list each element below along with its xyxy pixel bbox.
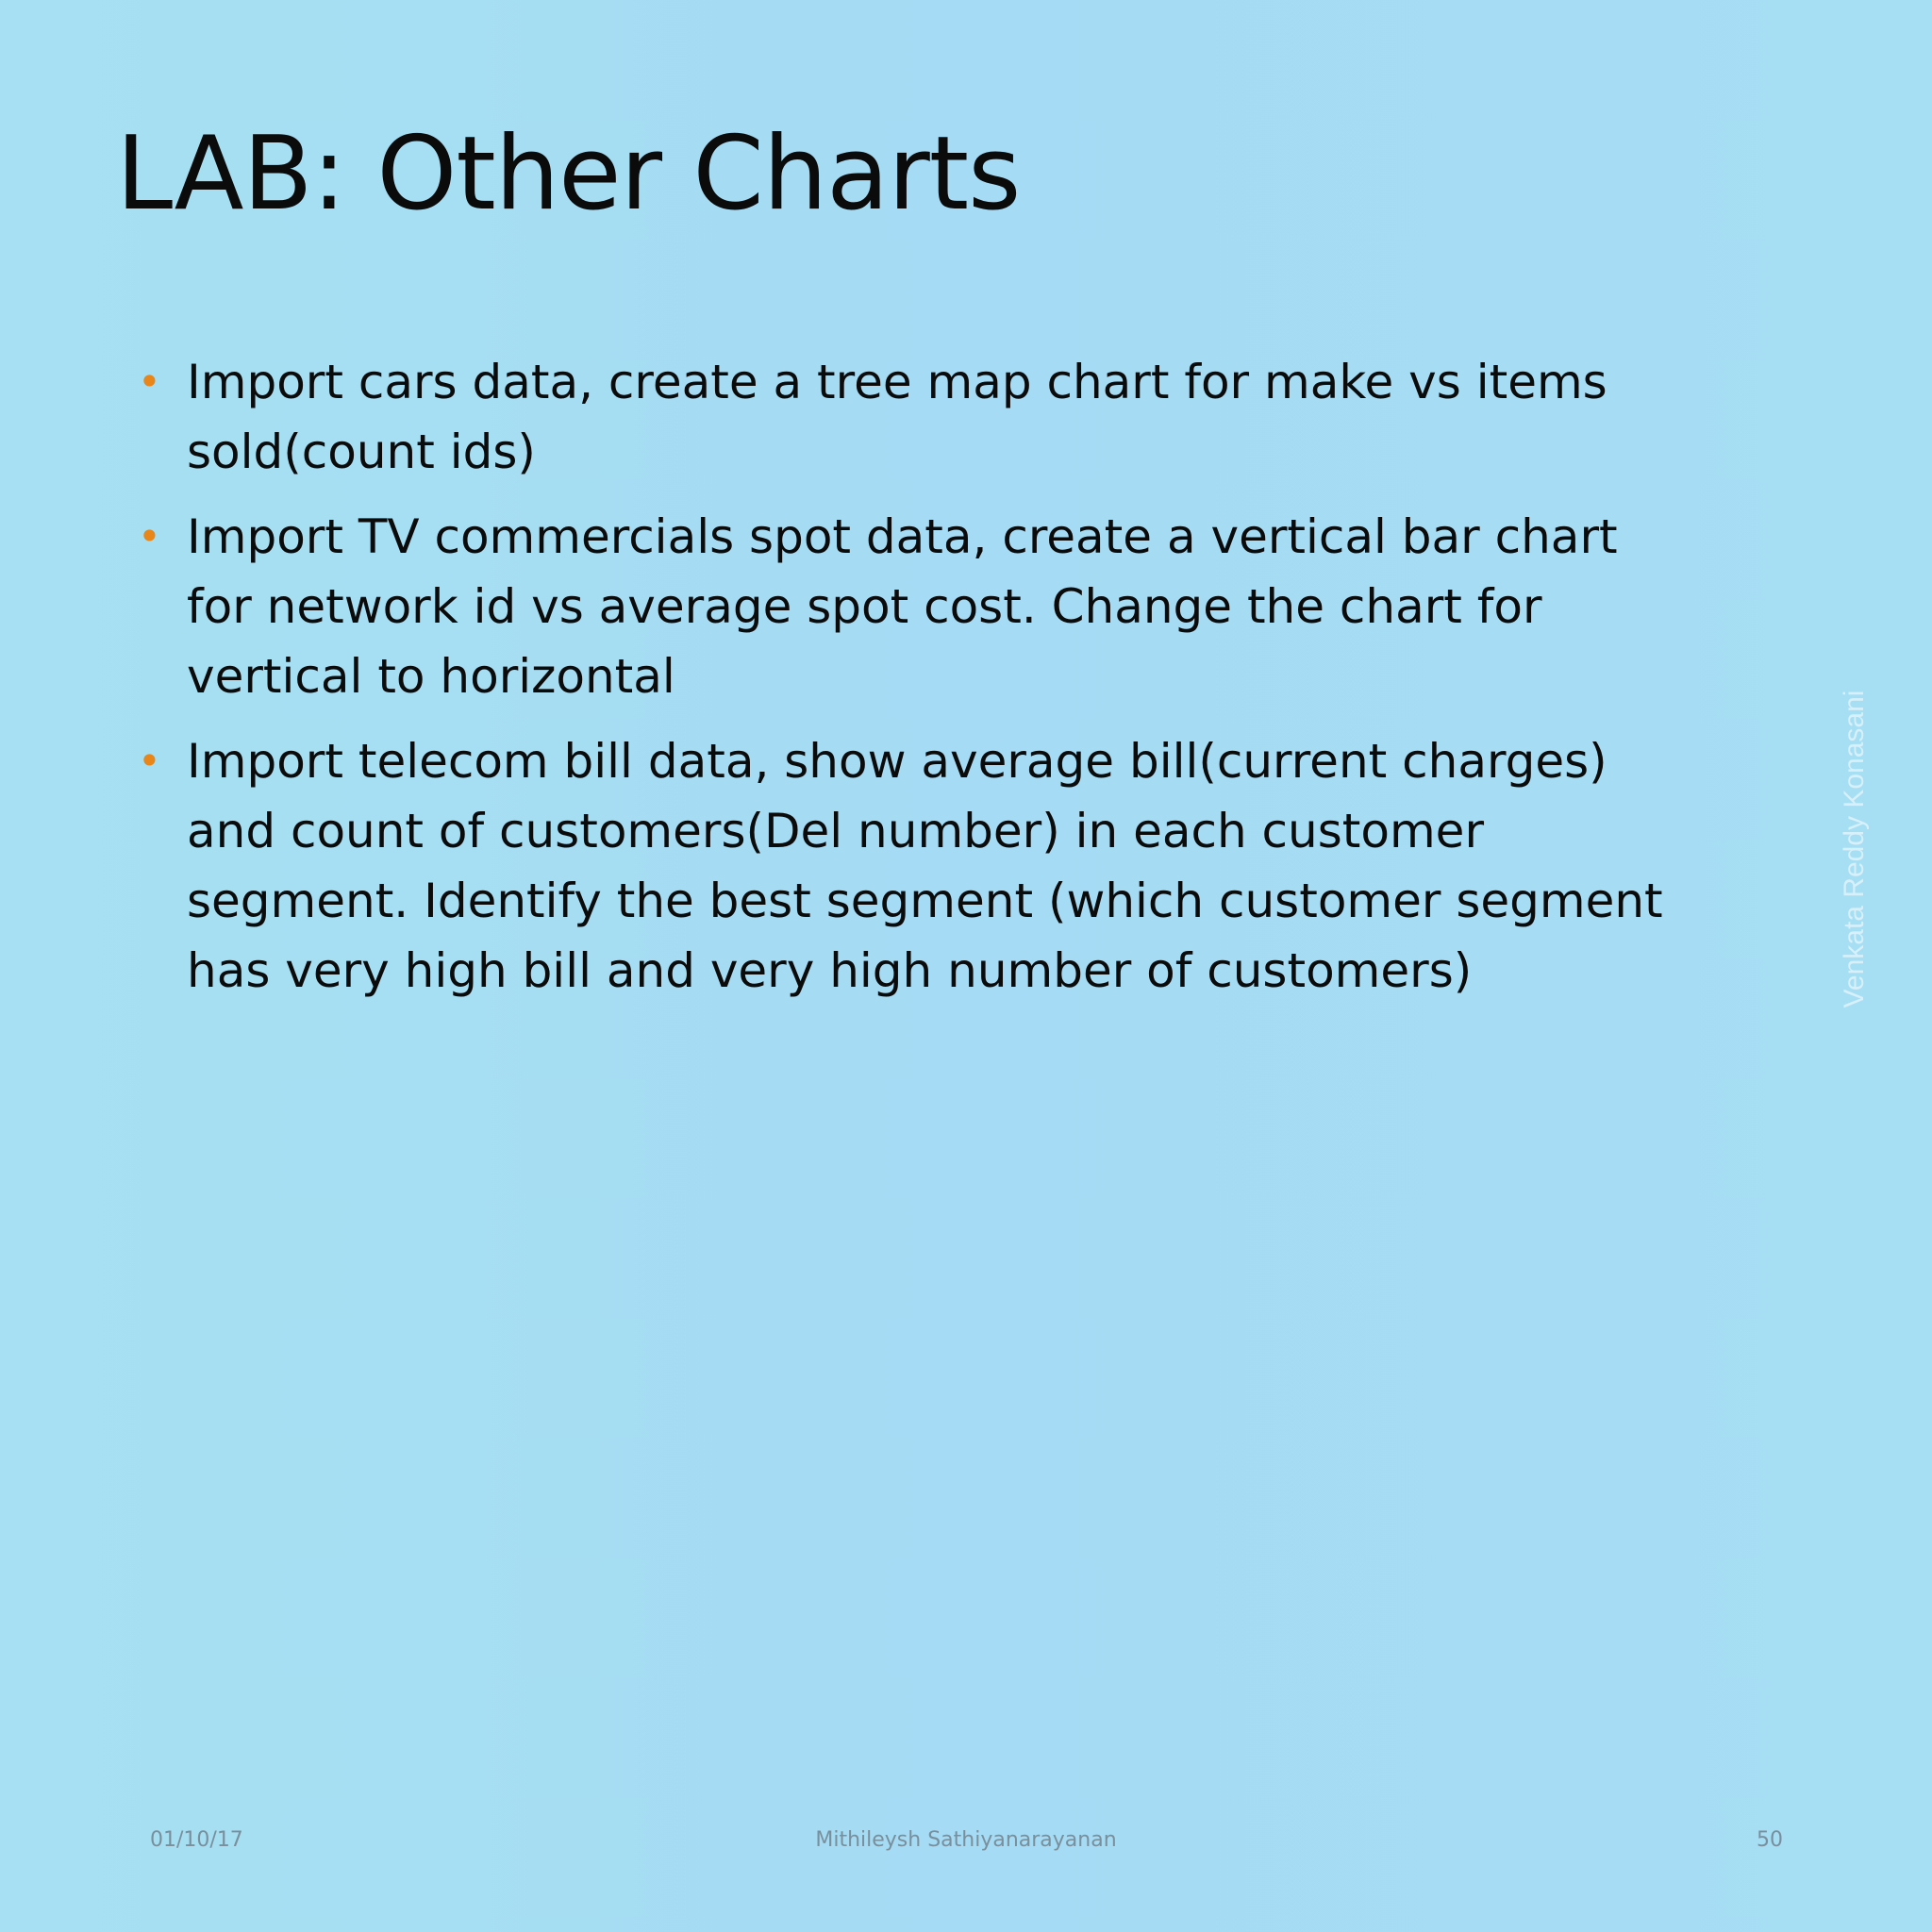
bullet-list (138, 347, 1666, 1021)
slide-title: LAB: Other Charts (116, 115, 1021, 233)
bullet-item (138, 726, 1666, 1006)
bullet-text: Import TV commercials spot data, create a vertical bar chart for network id vs average spot cost. Change the chart for vertical to horizontal (187, 509, 1618, 704)
footer-page-number: 50 (1757, 1828, 1783, 1852)
watermark: Venkata Reddy Konasani (1839, 690, 1870, 1008)
bullet-dot-icon: • (138, 738, 161, 784)
bullet-item (138, 347, 1666, 487)
footer-date: 01/10/17 (150, 1828, 243, 1852)
bullet-text: Import cars data, create a tree map chart for make vs items sold(count ids) (187, 355, 1607, 479)
bullet-dot-icon: • (138, 358, 161, 405)
bullet-text: Import telecom bill data, show average bill(current charges) and count of customers(Del number) in each customer segment. Identify the best segment (which customer segment has very high bill and very high number of customers) (187, 734, 1663, 998)
footer-author: Mithileysh Sathiyanarayanan (815, 1828, 1117, 1852)
bullet-item (138, 502, 1666, 711)
bullet-dot-icon: • (138, 513, 161, 559)
